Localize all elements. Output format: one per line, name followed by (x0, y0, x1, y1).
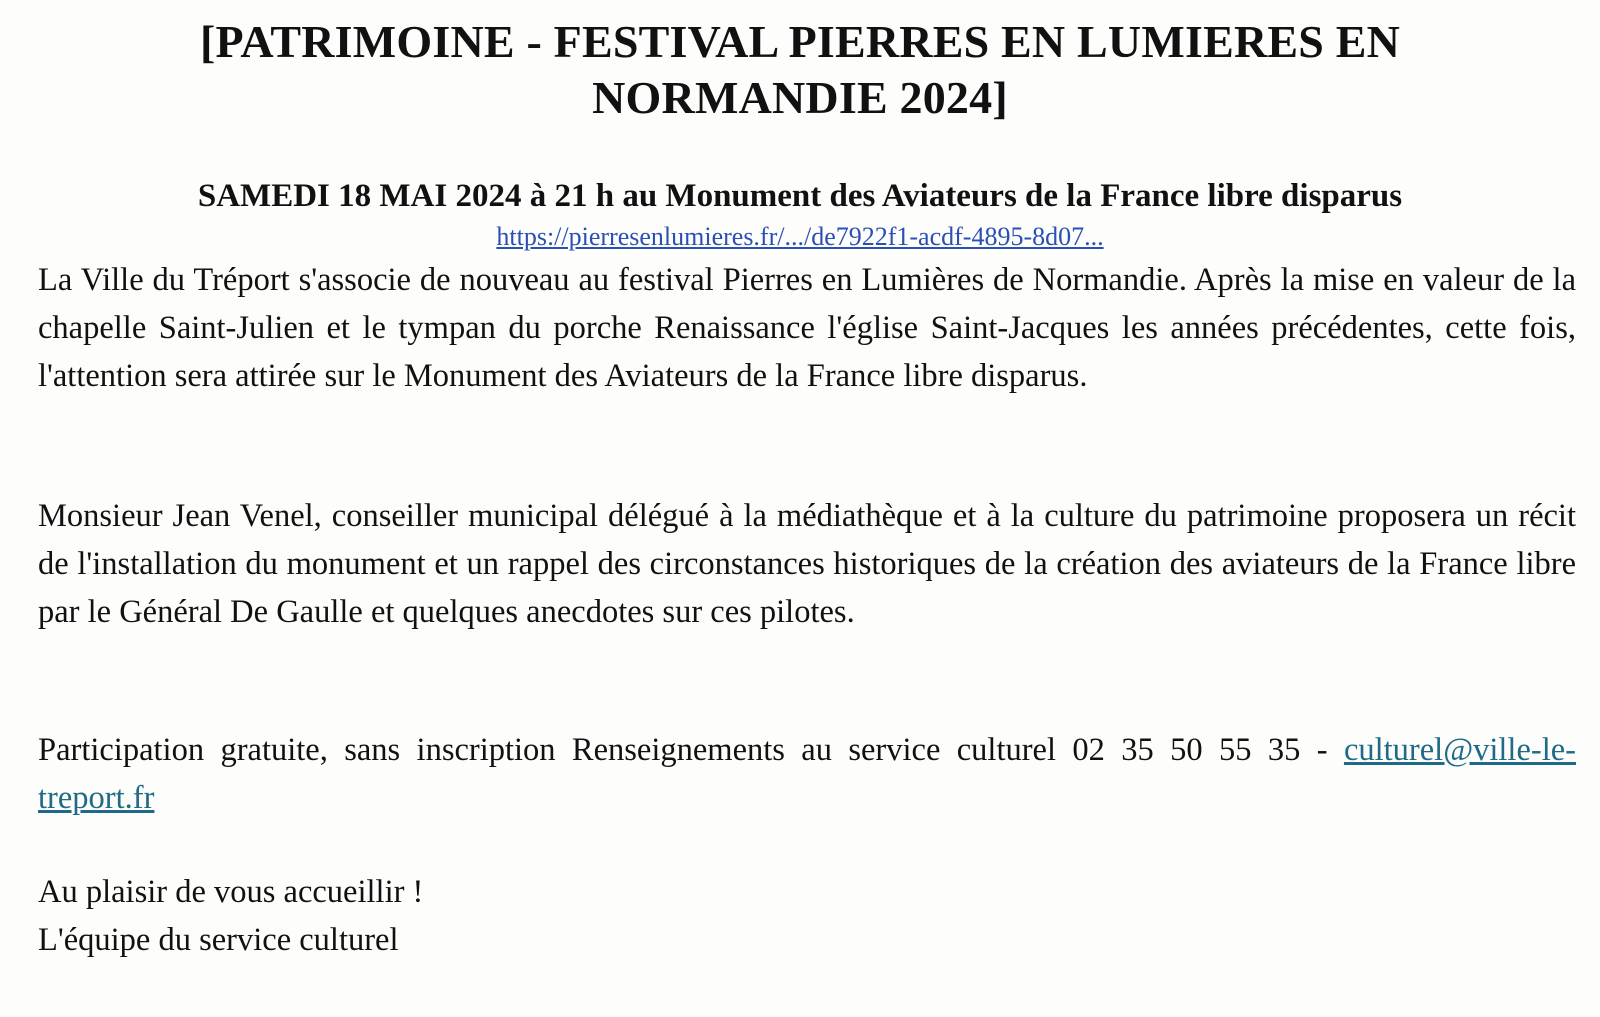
participation-text: Participation gratuite, sans inscription Renseignements au service culturel 02 35 50 55 35 - (38, 732, 1328, 768)
event-date-heading: SAMEDI 18 MAI 2024 à 21 h au Monument des Aviateurs de la France libre disparus (197, 178, 1403, 214)
link-line (40, 222, 1560, 252)
festival-link[interactable]: https://pierresenlumieres.fr/.../de7922f1-acdf-4895-8d07... (496, 222, 1104, 251)
paragraph-intro: La Ville du Tréport s'associe de nouveau au festival Pierres en Lumières de Normandie. Après la mise en valeur de la chapelle Saint-Julien et le tympan du porche Renaissance l'église Saint-Jacques les années précédentes, cette fois, l'attention sera attirée sur le Monument des Aviateurs de la France libre disparus. (38, 262, 1576, 394)
paragraph-speaker: Monsieur Jean Venel, conseiller municipal délégué à la médiathèque et à la culture du patrimoine proposera un récit de l'installation du monument et un rappel des circonstances historiques de la création des aviateurs de la France libre par le Général De Gaulle et quelques anecdotes sur ces pilotes. (38, 498, 1576, 630)
closing-block (38, 868, 1576, 964)
closing-greeting: Au plaisir de vous accueillir ! (38, 874, 424, 910)
email-link[interactable]: culturel@ville-le-treport.fr (38, 732, 1576, 816)
closing-signature: L'équipe du service culturel (38, 922, 399, 958)
paragraph-participation (38, 726, 1576, 822)
document-title: [PATRIMOINE - FESTIVAL PIERRES EN LUMIERES EN NORMANDIE 2024] (199, 16, 1401, 123)
